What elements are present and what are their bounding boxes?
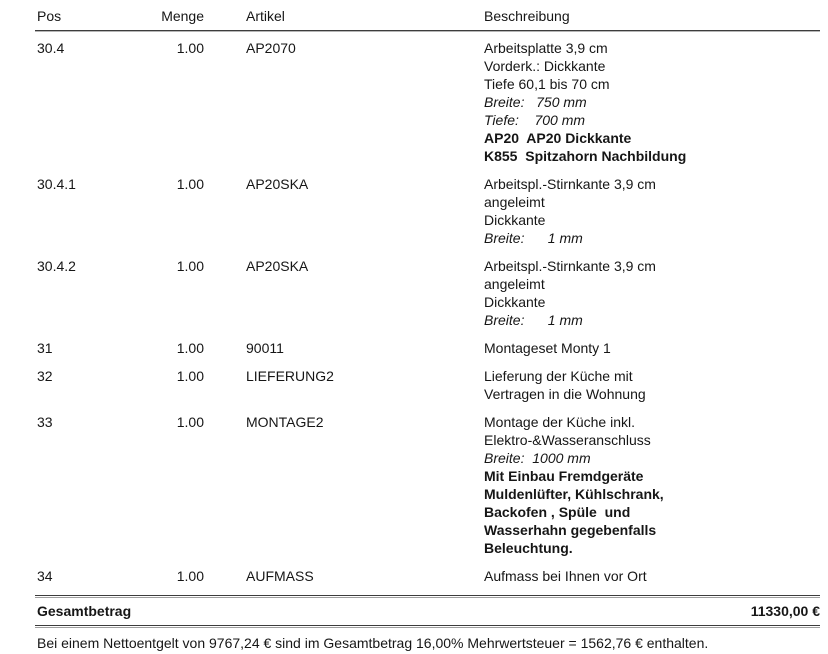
total-label: Gesamtbetrag: [37, 603, 132, 619]
description-line: Aufmass bei Ihnen vor Ort: [484, 568, 647, 584]
beschreibung-cell: [484, 413, 820, 557]
table-row: [37, 567, 820, 585]
description-line: Backofen , Spüle und: [484, 504, 631, 520]
menge-cell: 1.00: [176, 568, 204, 584]
description-line: Muldenlüfter, Kühlschrank,: [484, 486, 664, 502]
pos-cell: 34: [37, 568, 53, 584]
description-line: Vorderk.: Dickkante: [484, 58, 606, 74]
artikel-cell: 90011: [246, 340, 284, 356]
description-line: Breite: 1000 mm: [484, 450, 591, 466]
description-line: Beleuchtung.: [484, 540, 573, 556]
description-line: K855 Spitzahorn Nachbildung: [484, 148, 687, 164]
artikel-cell: AUFMASS: [246, 568, 314, 584]
table-row: [37, 257, 820, 329]
description-line: angeleimt: [484, 194, 545, 210]
menge-cell: 1.00: [176, 176, 204, 192]
description-line: Arbeitspl.-Stirnkante 3,9 cm: [484, 176, 656, 192]
description-line: Arbeitsplatte 3,9 cm: [484, 40, 608, 56]
beschreibung-cell: [484, 175, 820, 247]
description-line: Vertragen in die Wohnung: [484, 386, 646, 402]
description-line: Breite: 1 mm: [484, 312, 583, 328]
beschreibung-cell: [484, 567, 820, 585]
description-line: Wasserhahn gegebenfalls: [484, 522, 657, 538]
pos-cell: 30.4.1: [37, 176, 76, 192]
description-line: Dickkante: [484, 294, 546, 310]
description-line: Montage der Küche inkl.: [484, 414, 635, 430]
description-line: Dickkante: [484, 212, 546, 228]
pos-cell: 30.4.2: [37, 258, 76, 274]
description-line: Tiefe 60,1 bis 70 cm: [484, 76, 610, 92]
description-line: AP20 AP20 Dickkante: [484, 130, 632, 146]
total-row: [37, 598, 820, 625]
pos-cell: 30.4: [37, 40, 65, 56]
description-line: Breite: 750 mm: [484, 94, 587, 110]
table-row: [37, 39, 820, 165]
header-artikel: Artikel: [246, 8, 285, 24]
artikel-cell: MONTAGE2: [246, 414, 324, 430]
pos-cell: 32: [37, 368, 53, 384]
header-pos: Pos: [37, 8, 62, 24]
header-menge: Menge: [161, 8, 204, 24]
beschreibung-cell: [484, 39, 820, 165]
artikel-cell: AP2070: [246, 40, 296, 56]
artikel-cell: LIEFERUNG2: [246, 368, 334, 384]
artikel-cell: AP20SKA: [246, 258, 309, 274]
description-line: Mit Einbau Fremdgeräte: [484, 468, 644, 484]
table-row: [37, 339, 820, 357]
pos-cell: 31: [37, 340, 53, 356]
menge-cell: 1.00: [176, 414, 204, 430]
description-line: Elektro-&Wasseranschluss: [484, 432, 651, 448]
beschreibung-cell: [484, 367, 820, 403]
table-body: [37, 39, 820, 585]
description-line: angeleimt: [484, 276, 545, 292]
table-row: [37, 413, 820, 557]
description-line: Arbeitspl.-Stirnkante 3,9 cm: [484, 258, 656, 274]
artikel-cell: AP20SKA: [246, 176, 309, 192]
pos-cell: 33: [37, 414, 53, 430]
total-amount: 11330,00 €: [750, 603, 820, 619]
header-beschreibung: Beschreibung: [484, 8, 570, 24]
description-line: Breite: 1 mm: [484, 230, 583, 246]
table-header: [37, 7, 820, 25]
table-row: [37, 175, 820, 247]
table-row: [37, 367, 820, 403]
description-line: Lieferung der Küche mit: [484, 368, 633, 384]
vat-note: Bei einem Nettoentgelt von 9767,24 € sind im Gesamtbetrag 16,00% Mehrwertsteuer = 1562,76 € enthalten.: [37, 635, 709, 651]
beschreibung-cell: [484, 339, 820, 357]
description-line: Montageset Monty 1: [484, 340, 611, 356]
description-line: Tiefe: 700 mm: [484, 112, 586, 128]
menge-cell: 1.00: [176, 368, 204, 384]
menge-cell: 1.00: [176, 258, 204, 274]
menge-cell: 1.00: [176, 340, 204, 356]
beschreibung-cell: [484, 257, 820, 329]
header-rule: [35, 30, 820, 32]
menge-cell: 1.00: [176, 40, 204, 56]
